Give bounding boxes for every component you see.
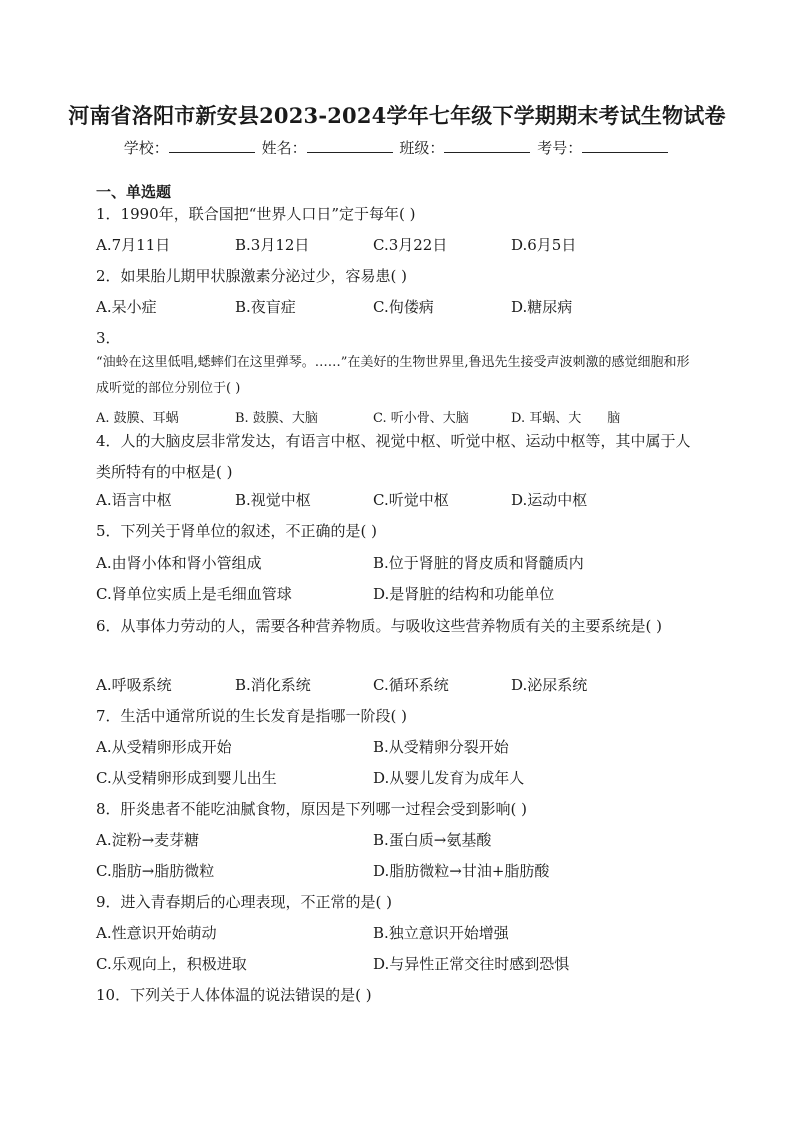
question-8-option-c: C.脂肪→脂肪微粒 — [96, 862, 215, 880]
question-8-stem: 8．肝炎患者不能吃油腻食物，原因是下列哪一过程会受到影响( ) — [96, 800, 528, 818]
question-9-option-d: D.与异性正常交往时感到恐惧 — [373, 955, 570, 973]
question-5-option-d: D.是肾脏的结构和功能单位 — [373, 585, 555, 603]
question-4-option-a: A.语言中枢 — [96, 491, 172, 509]
question-2-option-c: C.佝偻病 — [373, 298, 434, 316]
class-label: 班级： — [399, 139, 445, 157]
question-7-option-b: B.从受精卵分裂开始 — [373, 738, 509, 756]
question-2-option-a: A.呆小症 — [96, 298, 157, 316]
question-7-option-d: D.从婴儿发育为成年人 — [373, 769, 525, 787]
question-3-option-d: D. 耳蜗、大 脑 — [511, 411, 621, 426]
student-info-row — [0, 137, 794, 158]
school-blank[interactable] — [169, 140, 255, 153]
question-1-option-a: A.7月11日 — [96, 236, 171, 254]
question-4-stem: 4．人的大脑皮层非常发达，有语言中枢、视觉中枢、听觉中枢、运动中枢等，其中属于人类所特有的中枢是( ) — [96, 432, 691, 481]
school-label: 学校： — [123, 139, 169, 157]
question-7-option-a: A.从受精卵形成开始 — [96, 738, 232, 756]
question-5-option-b: B.位于肾脏的肾皮质和肾髓质内 — [373, 554, 584, 572]
section-title: 一、单选题 — [96, 183, 172, 201]
question-1-option-c: C.3月22日 — [373, 236, 448, 254]
name-blank[interactable] — [307, 140, 393, 153]
question-3-number: 3． — [96, 329, 121, 347]
question-1-stem: 1．1990年，联合国把“世界人口日”定于每年( ) — [96, 205, 416, 223]
exam-number-blank[interactable] — [582, 140, 668, 153]
question-10-stem: 10．下列关于人体体温的说法错误的是( ) — [96, 986, 372, 1004]
question-7-option-c: C.从受精卵形成到婴儿出生 — [96, 769, 277, 787]
question-4-option-d: D.运动中枢 — [511, 491, 588, 509]
question-7-stem: 7．生活中通常所说的生长发育是指哪一阶段( ) — [96, 707, 408, 725]
question-5-option-a: A.由肾小体和肾小管组成 — [96, 554, 262, 572]
question-9-option-b: B.独立意识开始增强 — [373, 924, 509, 942]
question-6-option-a: A.呼吸系统 — [96, 676, 172, 694]
question-6-option-d: D.泌尿系统 — [511, 676, 588, 694]
question-9-stem: 9．进入青春期后的心理表现，不正常的是( ) — [96, 893, 393, 911]
question-5-stem: 5．下列关于肾单位的叙述，不正确的是( ) — [96, 522, 378, 540]
question-3-option-a: A. 鼓膜、耳蜗 — [96, 411, 179, 426]
question-2-stem: 2．如果胎儿期甲状腺激素分泌过少，容易患( ) — [96, 267, 408, 285]
exam-title: 河南省洛阳市新安县2023-2024学年七年级下学期期末考试生物试卷 — [68, 103, 726, 128]
question-1-option-d: D.6月5日 — [511, 236, 577, 254]
question-9-option-c: C.乐观向上，积极进取 — [96, 955, 247, 973]
question-8-option-b: B.蛋白质→氨基酸 — [373, 831, 492, 849]
question-3-option-b: B. 鼓膜、大脑 — [235, 411, 318, 426]
class-blank[interactable] — [444, 140, 530, 153]
question-2-option-d: D.糖尿病 — [511, 298, 573, 316]
question-3-stem: “油蛉在这里低唱,蟋蟀们在这里弹琴。……”在美好的生物世界里,鲁迅先生接受声波刺激的感觉细胞和形成听觉的部位分别位于( ) — [96, 355, 690, 396]
question-6-option-b: B.消化系统 — [235, 676, 311, 694]
question-5-option-c: C.肾单位实质上是毛细血管球 — [96, 585, 292, 603]
question-6-option-c: C.循环系统 — [373, 676, 449, 694]
question-6-stem: 6．从事体力劳动的人，需要各种营养物质。与吸收这些营养物质有关的主要系统是( ) — [96, 617, 663, 635]
question-3-option-c: C. 听小骨、大脑 — [373, 411, 469, 426]
question-4-option-b: B.视觉中枢 — [235, 491, 311, 509]
question-4-option-c: C.听觉中枢 — [373, 491, 449, 509]
question-8-option-d: D.脂肪微粒→甘油+脂肪酸 — [373, 862, 550, 880]
name-label: 姓名： — [261, 139, 307, 157]
exam-number-label: 考号： — [537, 139, 583, 157]
question-1-option-b: B.3月12日 — [235, 236, 310, 254]
question-9-option-a: A.性意识开始萌动 — [96, 924, 217, 942]
question-8-option-a: A.淀粉→麦芽糖 — [96, 831, 200, 849]
question-2-option-b: B.夜盲症 — [235, 298, 296, 316]
